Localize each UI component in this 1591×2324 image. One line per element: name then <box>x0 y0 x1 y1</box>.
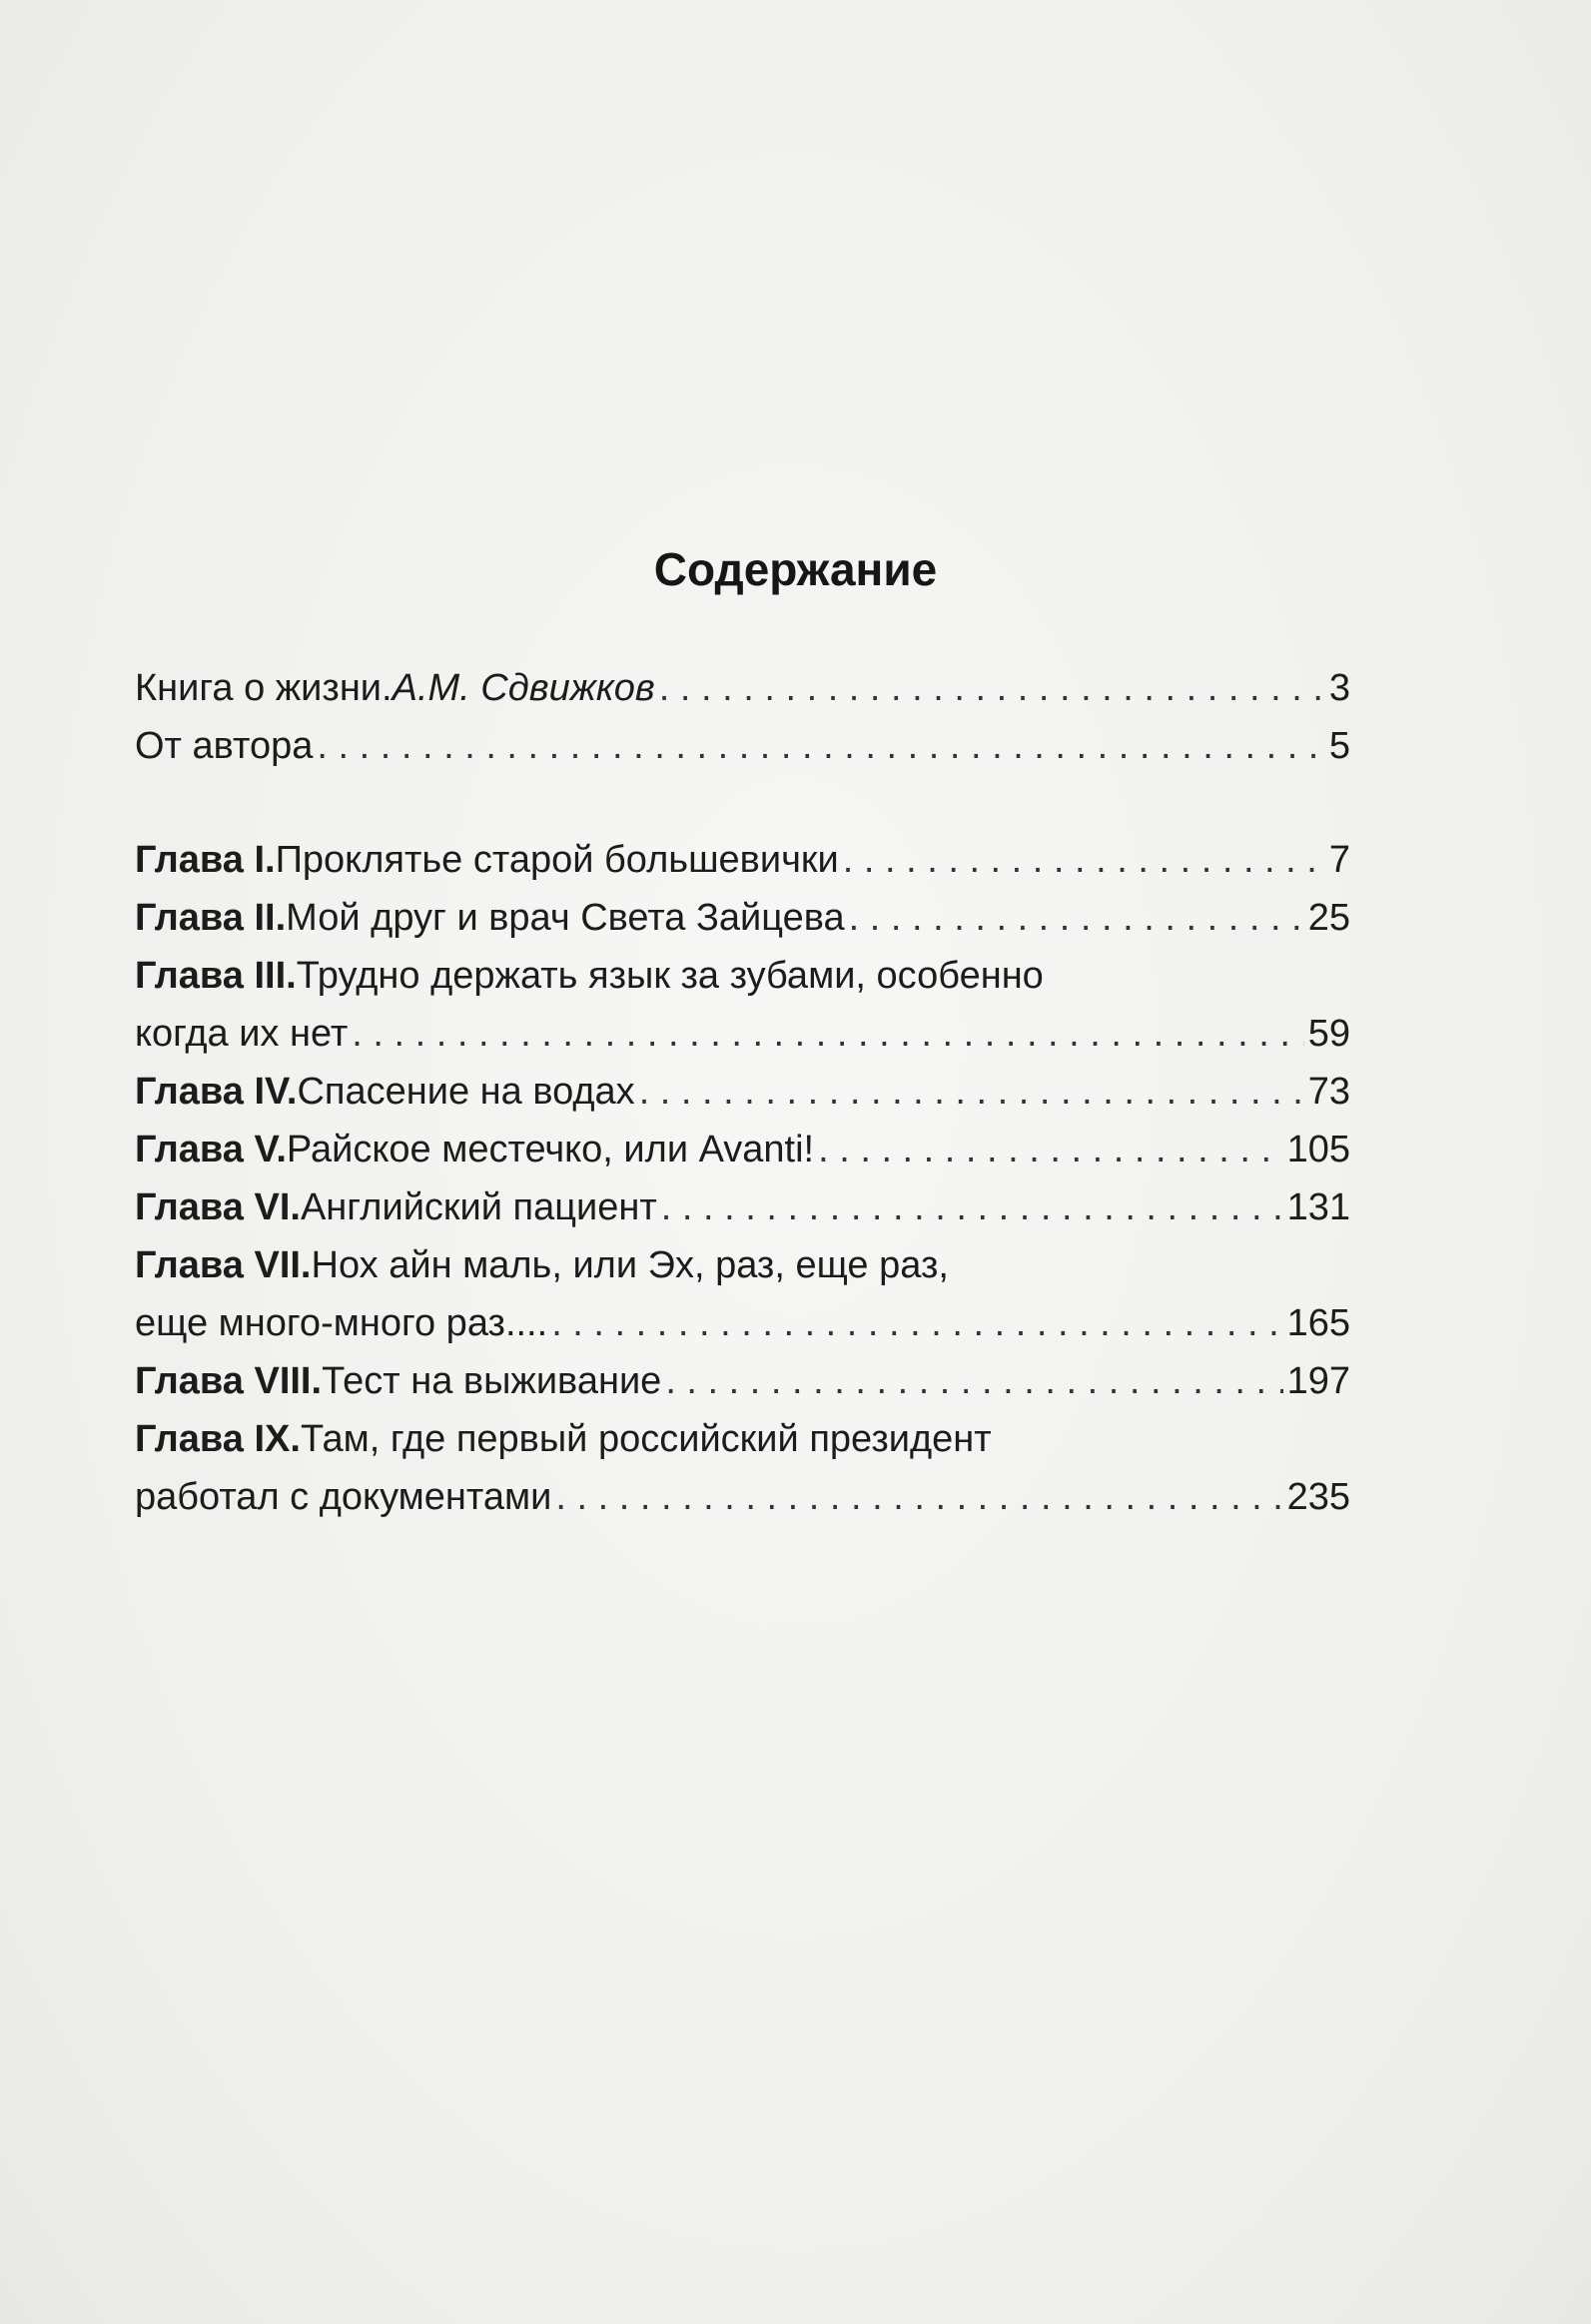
table-of-contents <box>135 659 1350 1526</box>
toc-page-number: 25 <box>1307 897 1350 939</box>
toc-page-number: 73 <box>1307 1071 1350 1113</box>
chapter-label: Глава I. <box>135 839 276 881</box>
toc-entry-book-of-life <box>135 659 1350 717</box>
toc-page-number: 197 <box>1286 1360 1350 1402</box>
toc-entry-text: Проклятье старой большевички <box>275 839 839 881</box>
leader-dots <box>317 717 1324 775</box>
toc-entry-chapter-3 <box>135 947 1350 1063</box>
toc-entry-chapter-7 <box>135 1236 1350 1352</box>
toc-entry-text: Райское местечко, или Avanti! <box>286 1129 815 1170</box>
toc-entry-text: Нох айн маль, или Эх, раз, еще раз, <box>311 1244 949 1286</box>
chapter-label: Глава IX. <box>135 1418 301 1460</box>
leader-dots <box>555 1468 1282 1526</box>
leader-dots <box>661 1178 1283 1236</box>
toc-entry-text: Тест на выживание <box>322 1360 662 1402</box>
toc-entry-chapter-8 <box>135 1352 1350 1410</box>
toc-page-number: 131 <box>1286 1186 1350 1228</box>
toc-entry-text-continued: работал с документами <box>135 1476 552 1518</box>
toc-page-number: 105 <box>1286 1129 1350 1170</box>
leader-dots <box>352 1005 1303 1063</box>
toc-page-number: 235 <box>1286 1476 1350 1518</box>
toc-entry-text: Мой друг и врач Света Зайцева <box>286 897 845 939</box>
toc-entry-author: А.М. Сдвижков <box>392 667 655 709</box>
chapter-label: Глава IV. <box>135 1071 298 1113</box>
chapter-label: Глава III. <box>135 955 297 997</box>
toc-page-number: 3 <box>1328 667 1350 709</box>
leader-dots <box>659 659 1325 717</box>
toc-entry-from-author <box>135 717 1350 775</box>
toc-page-number: 7 <box>1328 839 1350 881</box>
toc-entry-chapter-5 <box>135 1121 1350 1178</box>
chapter-label: Глава VII. <box>135 1244 312 1286</box>
toc-entry-text: Английский пациент <box>300 1186 657 1228</box>
contents-heading: Содержание <box>653 543 938 595</box>
toc-page-number: 165 <box>1286 1302 1350 1344</box>
chapter-label: Глава VIII. <box>135 1360 323 1402</box>
toc-entry-text: Трудно держать язык за зубами, особенно <box>296 955 1044 997</box>
toc-page-number: 5 <box>1328 725 1350 767</box>
toc-entry-chapter-4 <box>135 1063 1350 1121</box>
toc-entry-chapter-9 <box>135 1410 1350 1526</box>
toc-entry-text: Книга о жизни. <box>135 667 393 709</box>
toc-entry-text-continued: когда их нет <box>135 1013 349 1055</box>
chapter-label: Глава V. <box>135 1129 287 1170</box>
chapter-label: Глава VI. <box>135 1186 301 1228</box>
leader-dots <box>818 1121 1283 1178</box>
leader-dots <box>639 1063 1304 1121</box>
toc-entry-chapter-1 <box>135 831 1350 889</box>
leader-dots <box>849 889 1304 947</box>
toc-entry-text: Спасение на водах <box>297 1071 635 1113</box>
toc-page-number: 59 <box>1307 1013 1350 1055</box>
toc-entry-chapter-2 <box>135 889 1350 947</box>
toc-entry-text-continued: еще много-много раз.... <box>135 1302 548 1344</box>
toc-entry-text: Там, где первый российский президент <box>300 1418 992 1460</box>
toc-entry-text: От автора <box>135 725 314 767</box>
leader-dots <box>843 831 1325 889</box>
chapter-label: Глава II. <box>135 897 287 939</box>
toc-entry-chapter-6 <box>135 1178 1350 1236</box>
leader-dots <box>665 1352 1282 1410</box>
leader-dots <box>551 1294 1282 1352</box>
